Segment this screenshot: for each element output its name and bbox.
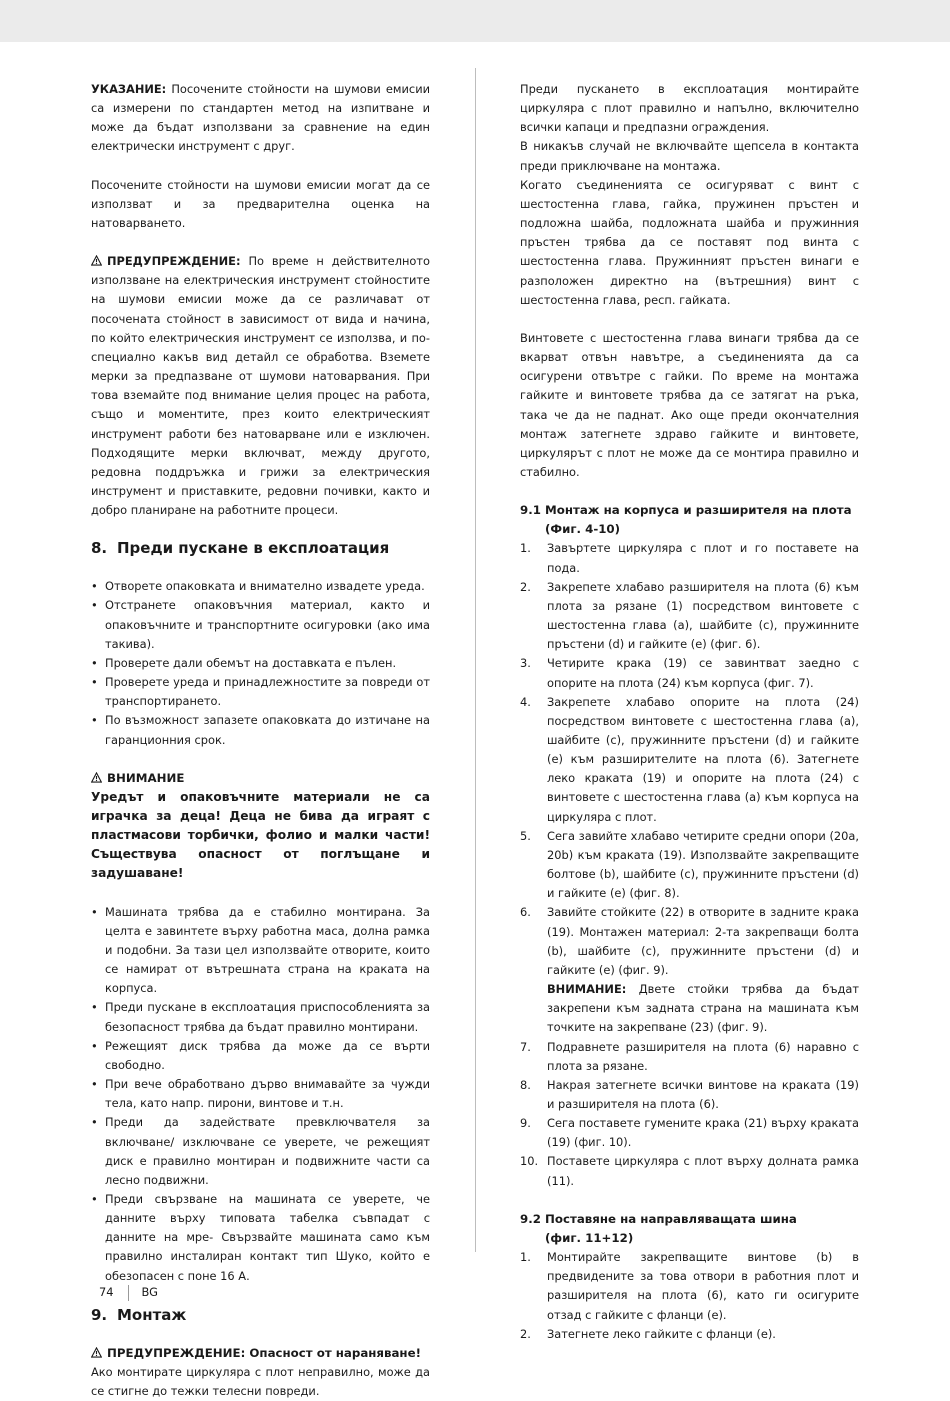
warning1-label: ПРЕДУПРЕЖДЕНИЕ: — [107, 254, 241, 269]
page-footer — [99, 1283, 158, 1301]
note2-paragraph: Посочените стойности на шумови емисии могат да се използват и за предварителна оценка на натоварването. — [91, 177, 430, 230]
step-item: 2. Затегнете леко гайките с фланци (e). — [520, 1326, 776, 1341]
column-divider — [475, 68, 476, 1252]
section8-title: Преди пускане в експлоатация — [117, 539, 390, 558]
subsection92-figref: (фиг. 11+12) — [545, 1230, 634, 1245]
footer-separator — [128, 1285, 129, 1301]
step-item: 5. Сега завийте хлабаво четирите средни опори (20a, 20b) към краката (19). Използвайте закрепващите болтове (b), шайбите (c), пружинните пръстени (d) и гайките (e) (фиг. 8). — [520, 828, 859, 901]
subsection91-title: 9.1 Монтаж на корпуса и разширителя на плота — [520, 503, 852, 518]
note-paragraph — [91, 80, 430, 157]
warning1-text: По време н действителното използване на електрическия инструмент стойностите на шумови емисии може да се различават от посочената стойност в зависимост от вида и начина, по който електрическия инструмент се използва, и по-специално какъв вид детайл се обработва. Вземете мерки за предпазване от шумови натоварвания. При това вземайте под внимание целия процес на работа, също и моментите, през които електрическият инструмент работи без натоварване или е изключен. Подходящите мерки включват, между другото, редовна поддръжка и грижи за електрическия инструмент и приставките, редовни почивки, както и добро планиране на работните процеси. — [91, 254, 430, 518]
list-item: • Преди пускане в експлоатация приспособленията за безопасност трябва да бъдат правилно монтирани. — [91, 998, 430, 1036]
section8-heading — [91, 537, 430, 559]
warning2-heading — [91, 1344, 430, 1363]
safety-list — [91, 903, 430, 1286]
list-item: • Преди свързване на машината се уверете, че данните върху типовата табелка съвпадат с данните на мре- Свързвайте машината само към правилно инсталиран контакт тип Шуко, който е обезопасен с поне 16 А. — [91, 1190, 430, 1286]
subsection91-steps — [520, 539, 859, 1190]
warning-triangle-icon — [91, 1347, 102, 1358]
warning1-paragraph — [91, 252, 430, 520]
subsection91-figref: (Фиг. 4-10) — [545, 522, 621, 537]
attention-heading — [91, 769, 430, 788]
list-item: • Проверете дали обемът на доставката е пълен. — [91, 654, 430, 673]
warning-triangle-icon — [91, 255, 102, 266]
paragraph: Когато съединенията се осигуряват с винт с шестостенна глава, гайка, пружинен пръстен и подложна шайба, подложната шайба и пружинния пръстен трябва да се поставят под винта с шестостенна глава. Пружинният пръстен винаги е разположен директно на (вътрешния) винт с шестостенна глава, респ. гайката. — [520, 177, 859, 307]
paragraph: Преди пускането в експлоатация монтирайте циркуляра с плот правилно и напълно, включително всички капаци и предпазни ограждения. — [520, 82, 859, 135]
step6-note-label: ВНИМАНИЕ: — [547, 982, 627, 997]
list-item: • Преди да задействате превключвателя за включване/ изключване се уверете, че режещият диск е правилно монтиран и подвижните части са лесно подвижни. — [91, 1113, 430, 1190]
subsection91-heading — [520, 501, 859, 520]
step-item: 8. Накрая затегнете всички винтове на краката (19) и разширителя на плота (6). — [520, 1077, 859, 1111]
left-column — [91, 80, 430, 1401]
step6-note-text: Двете стойки трябва да бъдат закрепени към задната страна на машината към точките на закрепване (23) (фиг. 9). — [547, 982, 859, 1035]
note-text: Посочените стойности на шумови емисии са измерени по стандартен метод на изпитване и може да бъдат използвани за сравнение на един електрически инструмент с друг. — [91, 82, 430, 154]
list-item: • Отстранете опаковъчния материал, както и опаковъчните и транспортните осигуровки (ако има такива). — [91, 596, 430, 653]
list-item: • Отворете опаковката и внимателно извадете уреда. — [91, 577, 430, 596]
step-item: 3. Четирите крака (19) се завинтват заедно с опорите на плота (24) към корпуса (фиг. 7). — [520, 656, 859, 690]
warning2-label: ПРЕДУПРЕЖДЕНИЕ: Опасност от нараняване! — [107, 1345, 421, 1360]
step-item: 1. Завъртете циркуляра с плот и го поставете на пода. — [520, 541, 859, 575]
step-item: 10. Поставете циркуляра с плот върху долната рамка (11). — [520, 1154, 859, 1188]
page-number: 74 — [99, 1285, 114, 1299]
paragraph: Винтовете с шестостенна глава винаги трябва да се вкарват отвън навътре, а съединенията да са осигурени отвътре с гайки. По време на монтажа гайките и винтовете трябва да се затягат на ръка, така че да не паднат. Ако още преди окончателния монтаж затегнете здраво гайките и винтовете, циркулярът с плот не може да се монтира правилно и стабилно. — [520, 330, 859, 479]
paragraph: В никакъв случай не включвайте щепсела в контакта преди приключване на монтажа. — [520, 139, 859, 173]
section8-number: 8. — [91, 539, 108, 558]
right-column — [520, 80, 859, 1344]
subsection92-heading — [520, 1210, 859, 1229]
step-item: 6. Завийте стойките (22) в отворите в задните крака (19). Монтажен материал: 2-та закрепващи болта (b), шайбите (c), пружинните пръстени (d) и гайките (e) (фиг. 9). ВНИМАНИЕ: Двете стойки трябва да бъдат закрепени към задната страна на машината към точките на закрепване (23) (фиг. 9). — [520, 903, 859, 1037]
section9-number: 9. — [91, 1305, 108, 1324]
list-item: • Проверете уреда и принадлежностите за повреди от транспортирането. — [91, 673, 430, 711]
section8-list — [91, 577, 430, 749]
list-item: • По възможност запазете опаковката до изтичане на гаранционния срок. — [91, 711, 430, 749]
list-item: • Режещият диск трябва да може да се върти свободно. — [91, 1037, 430, 1075]
section9-heading — [91, 1304, 430, 1326]
step-item: 7. Подравнете разширителя на плота (6) наравно с плота за рязане. — [520, 1039, 859, 1073]
subsection92-title: 9.2 Поставяне на направляващата шина — [520, 1211, 797, 1226]
step6-note — [547, 980, 859, 1037]
step-item: 2. Закрепете хлабаво разширителя на плота (6) към плота за рязане (1) посредством винтовете с шестостенна глава (a), шайбите (c), пружинните пръстени (d) и гайките (e) (фиг. 6). — [520, 579, 859, 652]
warning-triangle-icon — [91, 772, 102, 783]
subsection92-steps — [520, 1248, 859, 1344]
attention-label: ВНИМАНИЕ — [107, 770, 185, 785]
step-item: 1. Монтирайте закрепващите винтове (b) в предвидените за това отвори в работния плот и разширителя на плота (6), като ги осигурите отзад с гайките с фланци (e). — [520, 1250, 859, 1322]
attention-text: Уредът и опаковъчните материали не са играчка за деца! Деца не бива да играят с пластмасови торбички, фолио и малки части! Съществува опасност от поглъщане и задушаване! — [91, 789, 430, 881]
language-code: BG — [141, 1285, 158, 1299]
note-label: УКАЗАНИЕ: — [91, 82, 167, 96]
step-item: 9. Сега поставете гумените крака (21) върху краката (19) (фиг. 10). — [520, 1116, 859, 1150]
list-item: • При вече обработвано дърво внимавайте за чужди тела, като напр. пирони, винтове и т.н. — [91, 1075, 430, 1113]
list-item: • Машината трябва да е стабилно монтирана. За целта е завинтете върху работна маса, долна рамка и подобни. За тази цел използвайте отворите, които се намират от вътрешната страна на краката на корпуса. — [91, 903, 430, 999]
warning2-text: Ако монтирате циркуляра с плот неправилно, може да се стигне до тежки телесни повреди. — [91, 1364, 430, 1399]
top-band — [0, 0, 950, 42]
section9-title: Монтаж — [117, 1305, 187, 1324]
step-item: 4. Закрепете хлабаво опорите на плота (24) посредством винтовете с шестостенна глава (a), шайбите (c), пружинните пръстени (d) и гайките (e) към разширителите на плота (6). Затегнете леко краката (19) и опорите на плота (24) с винтовете с шестостенна глава (a) към корпуса на циркуляра с плот. — [520, 694, 859, 824]
